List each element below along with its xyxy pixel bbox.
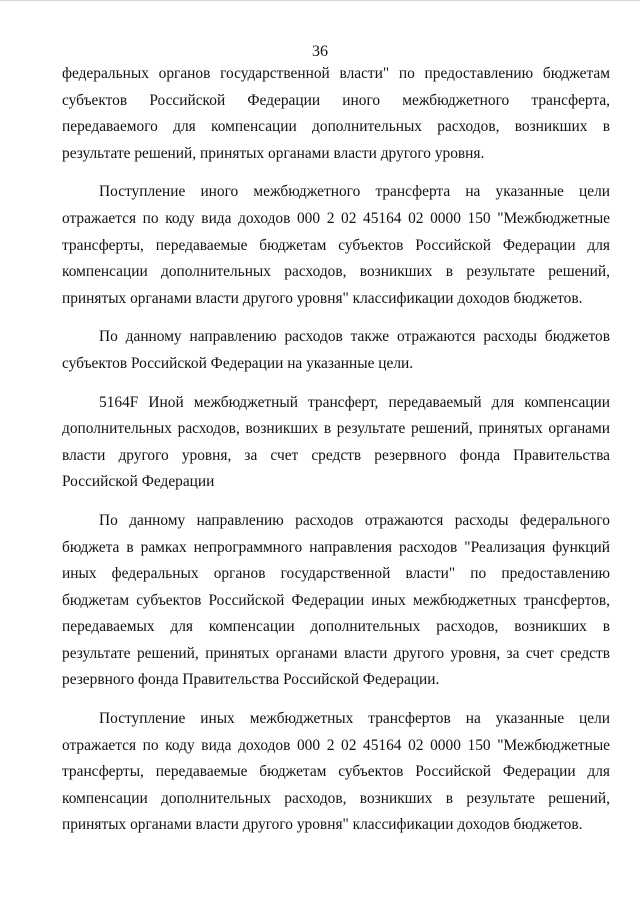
page-number: 36 [312, 43, 328, 60]
paragraph-income-receipt: Поступление иного межбюджетного трансферта на указанные цели отражается по коду вида доходов 000 2 02 45164 02 0000 150 "Межбюджетные трансферты, передаваемые бюджетам субъектов Российской Федерации для компенсации дополнительных расходов, возникших в результате решений, принятых органами власти другого уровня" классификации доходов бюджетов. [62, 183, 610, 307]
paragraph-federal-expenses: По данному направлению расходов отражаются расходы федерального бюджета в рамках непрограммного направления расходов "Реализация функций иных федеральных органов государственной власти" по предоставлению бюджетам субъектов Российской Федерации иных межбюджетных трансфертов, передаваемых для компенсации дополнительных расходов, возникших в результате решений, принятых органами власти другого уровня, за счет средств резервного фонда Правительства Российской Федерации. [62, 511, 610, 689]
paragraph-income-receipt-plural: Поступление иных межбюджетных трансфертов на указанные цели отражается по коду вида доходов 000 2 02 45164 02 0000 150 "Межбюджетные трансферты, передаваемые бюджетам субъектов Российской Федерации для компенсации дополнительных расходов, возникших в результате решений, принятых органами власти другого уровня" классификации доходов бюджетов. [62, 710, 610, 834]
paragraph-regional-expenses: По данному направлению расходов также отражаются расходы бюджетов субъектов Российской Федерации на указанные цели. [62, 328, 610, 372]
page-top-edge [0, 0, 640, 1]
paragraph-continuation: федеральных органов государственной власти" по предоставлению бюджетам субъектов Российской Федерации иного межбюджетного трансферта, передаваемого для компенсации дополнительных расходов, возникших в результате решений, принятых органами власти другого уровня. [62, 65, 610, 162]
document-body [62, 61, 610, 851]
paragraph-code-5164f-heading: 5164F Иной межбюджетный трансферт, передаваемый для компенсации дополнительных расходов, возникших в результате решений, принятых органами власти другого уровня, за счет средств резервного фонда Правительства Российской Федерации [62, 393, 610, 491]
